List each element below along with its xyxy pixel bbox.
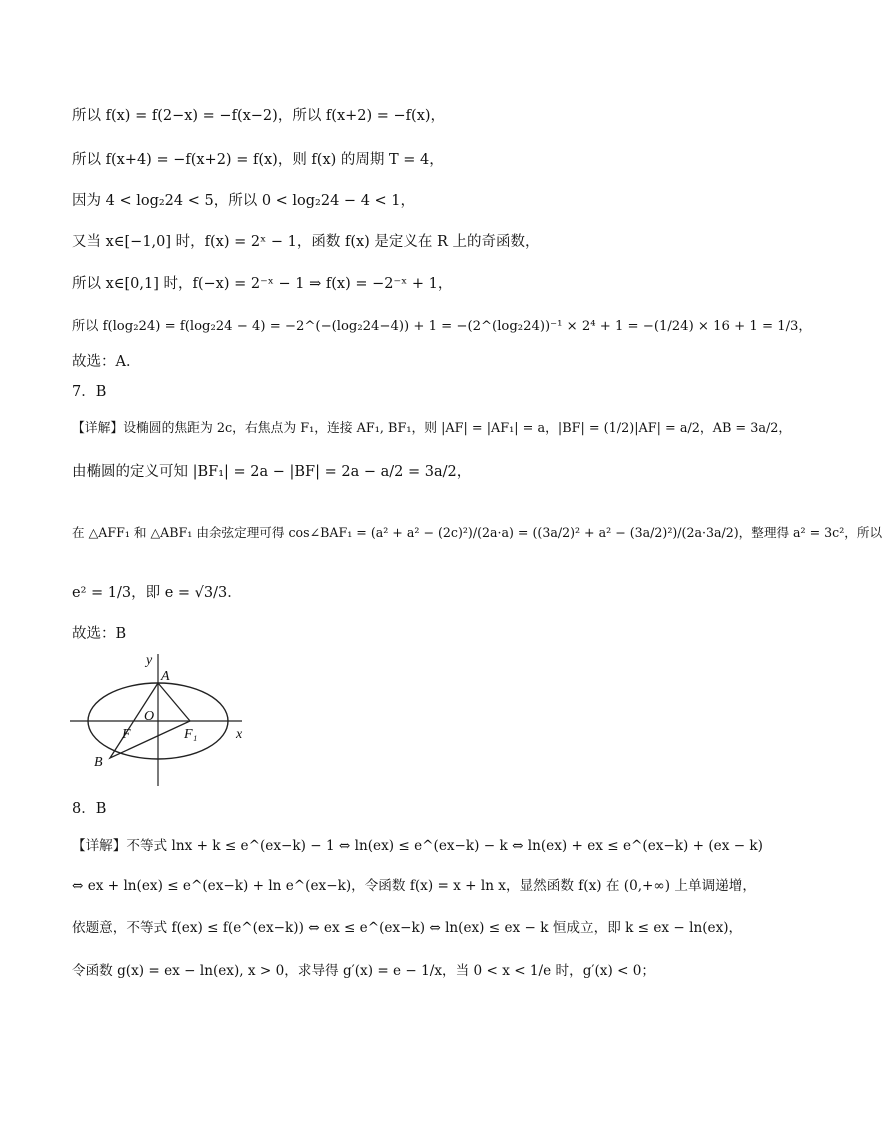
label-F: F xyxy=(122,727,131,742)
section-number-7: 7．B xyxy=(72,384,107,400)
label-y: y xyxy=(146,653,153,668)
label-O: O xyxy=(144,709,155,724)
text-line-10: 在 △AFF₁ 和 △ABF₁ 由余弦定理可得 cos∠BAF₁ = (a² + a² − (2c)²)/(2a·a) = ((3a/2)² + a² − (3a/2)²)/(2a·3a/2)，整理得 a² = 3c²，所以 xyxy=(72,525,882,540)
label-B: B xyxy=(94,755,103,770)
text-line-3: 因为 4 < log₂24 < 5，所以 0 < log₂24 − 4 < 1， xyxy=(72,193,416,209)
text-line-4: 又当 x∈[−1,0] 时，f(x) = 2ˣ − 1，函数 f(x) 是定义在 R 上的奇函数， xyxy=(72,234,540,250)
text-line-2: 所以 f(x+4) = −f(x+2) = f(x)，则 f(x) 的周期 T = 4， xyxy=(72,152,444,168)
text-line-11: e² = 1/3，即 e = √3/3． xyxy=(72,585,242,601)
text-line-16: 令函数 g(x) = ex − ln(ex), x > 0，求导得 g′(x) = e − 1/x，当 0 < x < 1/e 时，g′(x) < 0； xyxy=(72,963,656,979)
section-number-8: 8．B xyxy=(72,801,107,817)
text-line-5: 所以 x∈[0,1] 时，f(−x) = 2⁻ˣ − 1 ⇒ f(x) = −2⁻ˣ + 1， xyxy=(72,276,453,292)
ellipse-figure xyxy=(70,648,260,788)
text-line-13: 【详解】不等式 lnx + k ≤ e^(ex−k) − 1 ⇔ ln(ex) ≤ e^(ex−k) − k ⇔ ln(ex) + ex ≤ e^(ex−k) + (ex − k) xyxy=(72,838,763,854)
label-x: x xyxy=(236,727,243,742)
text-line-15: 依题意，不等式 f(ex) ≤ f(e^(ex−k)) ⇔ ex ≤ e^(ex−k) ⇔ ln(ex) ≤ ex − k 恒成立，即 k ≤ ex − ln(ex)， xyxy=(72,920,743,936)
text-line-9: 由椭圆的定义可知 |BF₁| = 2a − |BF| = 2a − a/2 = 3a/2， xyxy=(72,464,472,480)
text-line-7: 故选：A． xyxy=(72,354,141,370)
label-A: A xyxy=(161,669,170,684)
label-F1: F₁ xyxy=(184,727,198,742)
text-line-8: 【详解】设椭圆的焦距为 2c，右焦点为 F₁，连接 AF₁, BF₁，则 |AF| = |AF₁| = a，|BF| = (1/2)|AF| = a/2，AB = 3a/2， xyxy=(72,421,792,436)
text-line-6: 所以 f(log₂24) = f(log₂24 − 4) = −2^(−(log₂24−4)) + 1 = −(2^(log₂24))⁻¹ × 2⁴ + 1 = −(1/24) × 16 + 1 = 1/3， xyxy=(72,319,812,334)
text-line-1: 所以 f(x) = f(2−x) = −f(x−2)，所以 f(x+2) = −f(x)， xyxy=(72,108,446,124)
text-line-12: 故选：B xyxy=(72,626,127,642)
text-line-14: ⇔ ex + ln(ex) ≤ e^(ex−k) + ln e^(ex−k)，令函数 f(x) = x + ln x，显然函数 f(x) 在 (0,+∞) 上单调递增， xyxy=(72,878,756,894)
